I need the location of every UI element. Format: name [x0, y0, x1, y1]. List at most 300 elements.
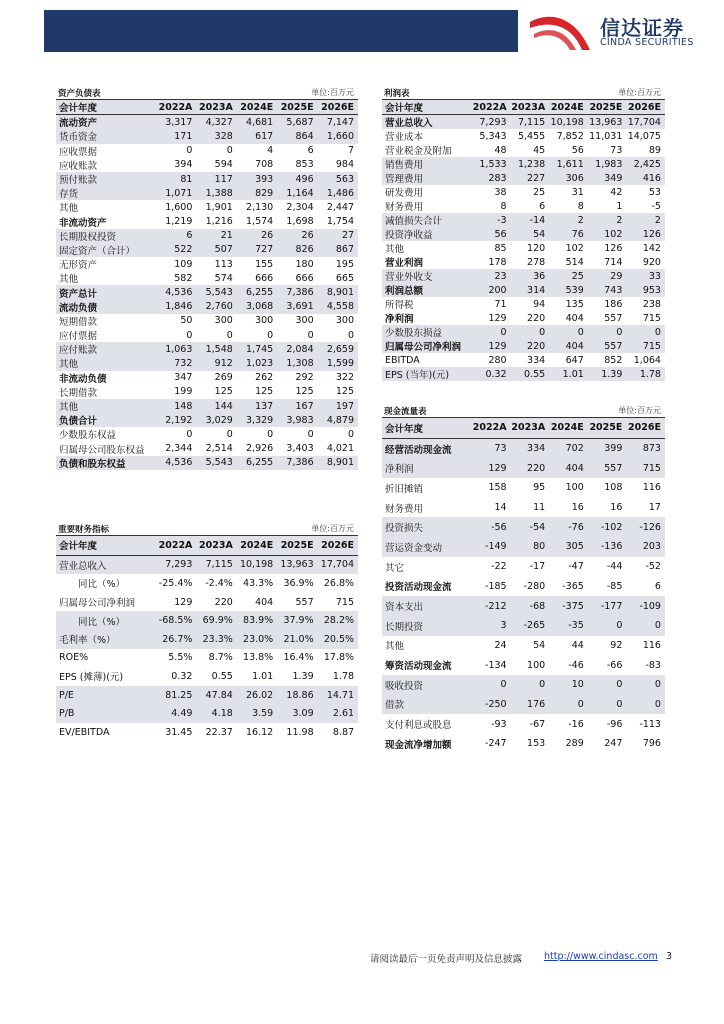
- row-value: 23.3%: [202, 633, 233, 645]
- row-value: 2: [654, 214, 661, 226]
- row-label: 固定资产（合计）: [59, 245, 136, 257]
- table-row: [56, 686, 358, 705]
- row-value: 31: [571, 186, 584, 198]
- row-value: 5.5%: [168, 652, 193, 664]
- row-value: 5,543: [205, 457, 233, 469]
- row-value: 167: [295, 400, 314, 412]
- row-value: 3,403: [286, 443, 314, 455]
- row-value: 1,486: [326, 187, 355, 199]
- row-value: 393: [255, 173, 274, 185]
- row-value: 4.18: [211, 708, 233, 720]
- cash-flow-table: [382, 406, 665, 754]
- row-value: 125: [295, 386, 314, 398]
- row-label: 长期股权投资: [59, 231, 117, 243]
- table-title: 利润表: [384, 89, 410, 99]
- row-value: 539: [565, 284, 584, 296]
- row-label: ROE%: [59, 652, 89, 664]
- table-row: [56, 385, 358, 399]
- row-label: 非流动资产: [59, 217, 107, 229]
- table-row: [382, 367, 665, 381]
- row-value: 2.61: [332, 708, 355, 720]
- row-value: 148: [174, 400, 193, 412]
- row-value: 125: [214, 386, 233, 398]
- table-row: [56, 229, 358, 243]
- table-row: [56, 115, 358, 129]
- row-value: 54: [533, 228, 546, 240]
- row-value: 0: [186, 428, 193, 440]
- table-unit: 单位:百万元: [311, 524, 354, 533]
- row-value: -280: [523, 580, 546, 592]
- row-value: 2,659: [326, 343, 355, 355]
- table-row: [56, 186, 358, 200]
- row-value: -66: [606, 659, 623, 671]
- row-value: 102: [565, 242, 584, 254]
- table-unit: 单位:百万元: [618, 406, 661, 415]
- row-value: 3.09: [292, 708, 314, 720]
- row-value: 582: [174, 272, 193, 284]
- table-row: [56, 556, 358, 575]
- row-value: 1,071: [165, 187, 193, 199]
- table-row: [382, 325, 665, 339]
- row-value: 50: [180, 315, 193, 327]
- row-value: 1,164: [286, 187, 314, 199]
- row-label: 少数股东权益: [59, 430, 117, 442]
- row-label: 短期借款: [59, 316, 98, 328]
- page-number: 3: [666, 951, 673, 962]
- row-value: 220: [527, 462, 546, 474]
- row-value: 6: [539, 200, 546, 212]
- year-header: 2023A: [511, 422, 546, 434]
- table-row: [382, 537, 665, 557]
- table-row: [56, 371, 358, 385]
- row-value: 11: [533, 502, 546, 514]
- row-value: 48: [494, 144, 507, 156]
- row-value: 727: [255, 244, 274, 256]
- row-value: 7,147: [326, 116, 355, 128]
- row-value: 826: [295, 244, 314, 256]
- row-value: 306: [565, 172, 584, 184]
- page-footer: [0, 949, 724, 965]
- table-row: [56, 243, 358, 257]
- table-row: [56, 630, 358, 649]
- table-row: [56, 593, 358, 612]
- row-label: 负债合计: [59, 416, 98, 428]
- row-value: 4,021: [326, 443, 355, 455]
- row-value: 3,317: [165, 116, 193, 128]
- table-row: [56, 300, 358, 314]
- row-value: 873: [642, 443, 661, 455]
- row-value: 1,846: [165, 301, 193, 313]
- row-value: 2,084: [286, 343, 314, 355]
- row-value: 129: [488, 340, 507, 352]
- row-value: -83: [645, 659, 661, 671]
- row-value: 953: [642, 284, 661, 296]
- row-value: 220: [527, 340, 546, 352]
- year-header: 2026E: [628, 422, 661, 434]
- row-label: 同比（%）: [78, 579, 126, 591]
- row-label: 少数股东损益: [385, 328, 443, 339]
- row-value: 0: [577, 326, 584, 338]
- row-value: 109: [174, 258, 193, 270]
- row-value: 180: [295, 258, 314, 270]
- table-row: [382, 498, 665, 518]
- row-label: 现金流净增加额: [385, 739, 452, 751]
- table-title-bar: [382, 88, 665, 100]
- row-label: 其他: [385, 244, 405, 255]
- table-row: [382, 311, 665, 325]
- row-value: 7,115: [205, 559, 233, 571]
- year-header: 2023A: [199, 101, 233, 113]
- row-value: 2,760: [205, 301, 233, 313]
- row-value: 0: [539, 326, 546, 338]
- row-value: 94: [533, 298, 546, 310]
- row-value: -185: [485, 580, 507, 592]
- table-row: [382, 458, 665, 478]
- table-row: [382, 675, 665, 695]
- row-label: 资本支出: [385, 602, 424, 614]
- table-row: [56, 704, 358, 723]
- row-value: 5,343: [479, 130, 507, 142]
- row-value: 3,691: [286, 301, 314, 313]
- row-value: -126: [639, 521, 661, 533]
- row-value: 7: [347, 145, 355, 157]
- row-value: 0: [654, 679, 661, 691]
- table-title-bar: [382, 406, 665, 418]
- row-value: 3,029: [205, 414, 233, 426]
- row-value: 347: [174, 372, 193, 384]
- row-value: 300: [214, 315, 233, 327]
- table-row: [382, 596, 665, 616]
- row-value: 81.25: [165, 689, 193, 701]
- row-value: 0: [616, 679, 623, 691]
- year-header: 2025E: [589, 101, 623, 113]
- row-value: 129: [174, 596, 193, 608]
- row-value: -5: [651, 200, 661, 212]
- row-value: 715: [642, 462, 661, 474]
- row-label: 应收账款: [59, 160, 98, 172]
- row-value: 26.7%: [162, 633, 193, 645]
- row-label: 应付账款: [59, 345, 98, 357]
- year-header: 2024E: [550, 101, 584, 113]
- row-value: 3,329: [246, 414, 274, 426]
- row-value: 176: [527, 698, 546, 710]
- row-value: 6: [307, 145, 314, 157]
- brand-logo: [528, 10, 718, 54]
- year-header: 2025E: [280, 101, 314, 113]
- year-header: 2022A: [472, 422, 507, 434]
- row-value: 300: [335, 315, 355, 327]
- table-row: [56, 215, 358, 229]
- year-header: 2023A: [511, 101, 546, 113]
- column-header-label: 会计年度: [59, 541, 98, 553]
- row-value: 0.32: [171, 670, 193, 682]
- row-value: -35: [568, 620, 584, 632]
- row-value: 0.55: [211, 670, 233, 682]
- row-value: -67: [529, 718, 546, 730]
- table-title-bar: [56, 524, 358, 536]
- row-value: 1,219: [165, 216, 193, 228]
- table-unit: 单位:百万元: [618, 88, 661, 97]
- row-value: 702: [565, 443, 584, 455]
- row-value: 16.12: [246, 726, 274, 738]
- row-value: -68.5%: [158, 615, 193, 627]
- table-row: [382, 157, 665, 171]
- row-value: 300: [255, 315, 274, 327]
- row-label: 投资损失: [385, 523, 424, 535]
- row-value: 399: [604, 443, 623, 455]
- row-value: 10: [571, 679, 584, 691]
- row-value: 14.71: [326, 689, 355, 701]
- row-value: 617: [255, 130, 274, 142]
- row-value: -265: [523, 620, 546, 632]
- row-value: 0: [539, 679, 546, 691]
- row-value: 5,455: [517, 130, 546, 142]
- disclaimer-text: 请阅读最后一页免责声明及信息披露: [370, 954, 523, 965]
- row-value: 1,754: [326, 216, 355, 228]
- table-row: [56, 328, 358, 342]
- row-value: 1,533: [479, 158, 507, 170]
- row-value: -96: [606, 718, 623, 730]
- row-value: 0.32: [485, 368, 507, 380]
- row-value: 708: [255, 159, 274, 171]
- table-row: [382, 695, 665, 715]
- row-value: -76: [568, 521, 584, 533]
- row-value: 666: [295, 272, 314, 284]
- row-value: 11,031: [589, 130, 623, 142]
- row-label: 营业总收入: [59, 560, 107, 572]
- row-value: 6,255: [246, 287, 274, 299]
- row-label: 利润总额: [385, 286, 424, 297]
- year-header: 2026E: [321, 539, 355, 551]
- row-value: -375: [562, 600, 584, 612]
- row-value: 1,064: [633, 354, 661, 366]
- row-value: 0: [186, 329, 193, 341]
- row-value: 38: [494, 186, 507, 198]
- table-row: [382, 185, 665, 199]
- row-value: 0: [500, 326, 507, 338]
- row-value: 4,536: [165, 287, 193, 299]
- row-value: 171: [174, 130, 193, 142]
- row-value: -149: [485, 541, 507, 553]
- row-value: 7,386: [286, 457, 314, 469]
- row-value: 2,425: [633, 158, 661, 170]
- table-row: [382, 115, 665, 129]
- row-value: 574: [214, 272, 233, 284]
- row-value: -52: [645, 561, 661, 573]
- row-value: 557: [295, 596, 314, 608]
- row-value: 13.8%: [243, 652, 274, 664]
- table-unit: 单位:百万元: [311, 88, 354, 97]
- column-header-row: [382, 100, 665, 115]
- row-label: 其他: [59, 359, 79, 371]
- row-value: 47.84: [205, 689, 233, 701]
- row-value: 349: [604, 172, 623, 184]
- row-value: 11.98: [286, 726, 314, 738]
- row-value: 0: [267, 428, 274, 440]
- table-row: [56, 144, 358, 158]
- row-value: -2.4%: [205, 577, 233, 589]
- row-value: 8: [500, 200, 507, 212]
- row-value: 0.55: [524, 368, 546, 380]
- table-row: [56, 200, 358, 214]
- row-value: 2,130: [246, 201, 274, 213]
- header-bar: [44, 10, 518, 52]
- row-value: 85: [494, 242, 507, 254]
- row-value: 404: [565, 312, 584, 324]
- row-value: 220: [214, 596, 233, 608]
- table-row: [382, 255, 665, 269]
- row-value: -247: [485, 738, 507, 750]
- row-label: 负债和股东权益: [59, 458, 126, 470]
- row-label: 营业利润: [385, 258, 424, 269]
- row-value: 0: [307, 428, 314, 440]
- year-header: 2025E: [280, 539, 314, 551]
- row-value: 42: [610, 186, 623, 198]
- row-value: 1.39: [601, 368, 623, 380]
- row-value: -46: [568, 659, 584, 671]
- row-value: 54: [533, 639, 546, 651]
- row-label: 其他: [59, 203, 79, 215]
- row-label: 无形资产: [59, 260, 98, 272]
- year-header: 2024E: [550, 422, 584, 434]
- row-value: 920: [642, 256, 661, 268]
- table-row: [382, 636, 665, 656]
- row-value: 186: [604, 298, 623, 310]
- table-row: [382, 269, 665, 283]
- row-value: 29: [610, 270, 623, 282]
- row-value: 1.78: [639, 368, 661, 380]
- table-row: [56, 257, 358, 271]
- row-value: 81: [180, 173, 193, 185]
- row-value: 25: [533, 186, 546, 198]
- row-label: 资产总计: [59, 288, 98, 300]
- row-value: 647: [565, 354, 584, 366]
- row-value: 113: [214, 258, 233, 270]
- row-value: 0: [186, 145, 193, 157]
- row-value: 126: [642, 228, 661, 240]
- row-value: -250: [485, 698, 507, 710]
- row-value: 24: [494, 639, 507, 651]
- row-value: 1,023: [246, 357, 274, 369]
- row-value: 16.4%: [283, 652, 314, 664]
- row-value: 0: [577, 698, 584, 710]
- row-label: 投资净收益: [385, 230, 433, 241]
- row-label: 其它: [385, 562, 405, 574]
- row-value: 14: [494, 502, 507, 514]
- row-label: 归属母公司净利润: [59, 598, 136, 610]
- row-value: 76: [571, 228, 584, 240]
- row-label: 投资活动现金流: [385, 582, 452, 594]
- financial-ratios-table: [56, 524, 358, 742]
- year-header: 2022A: [158, 539, 193, 551]
- table-row: [56, 271, 358, 285]
- row-value: -136: [600, 541, 623, 553]
- row-value: 1,548: [205, 343, 233, 355]
- row-value: 0: [347, 428, 355, 440]
- row-value: 43.3%: [243, 577, 274, 589]
- row-label: 货币资金: [59, 132, 98, 144]
- row-label: 营业税金及附加: [385, 146, 452, 157]
- row-value: 262: [255, 372, 274, 384]
- row-value: -113: [639, 718, 661, 730]
- row-value: 73: [494, 443, 507, 455]
- row-label: 折旧摊销: [385, 483, 424, 495]
- row-value: 13,963: [280, 559, 314, 571]
- row-label: 毛利率（%）: [59, 635, 116, 647]
- row-value: -177: [600, 600, 623, 612]
- row-value: 0: [654, 620, 661, 632]
- row-value: -16: [568, 718, 584, 730]
- row-value: 300: [295, 315, 314, 327]
- row-value: -54: [529, 521, 546, 533]
- row-label: 支付利息或股息: [385, 720, 452, 732]
- table-row: [56, 314, 358, 328]
- table-row: [382, 283, 665, 297]
- row-value: -56: [491, 521, 507, 533]
- row-value: 100: [527, 659, 546, 671]
- row-value: 16: [610, 502, 623, 514]
- row-value: 715: [335, 596, 355, 608]
- row-value: 200: [488, 284, 507, 296]
- year-header: 2022A: [158, 101, 193, 113]
- row-value: -17: [529, 561, 546, 573]
- row-value: 100: [565, 482, 584, 494]
- row-value: 142: [642, 242, 661, 254]
- column-header-row: [382, 418, 665, 439]
- table-row: [382, 213, 665, 227]
- row-value: 178: [488, 256, 507, 268]
- row-value: 5,543: [205, 287, 233, 299]
- row-value: 7,115: [517, 116, 546, 128]
- table-row: [382, 171, 665, 185]
- row-value: 199: [174, 386, 193, 398]
- row-value: 26.02: [246, 689, 274, 701]
- row-label: 财务费用: [385, 503, 424, 515]
- row-label: 管理费用: [385, 174, 424, 185]
- table-row: [56, 285, 358, 299]
- column-header-row: [56, 100, 358, 115]
- row-value: 1,216: [205, 216, 233, 228]
- row-value: 507: [214, 244, 233, 256]
- row-value: 247: [604, 738, 623, 750]
- row-value: 853: [295, 159, 314, 171]
- row-value: 594: [214, 159, 233, 171]
- row-value: 14,075: [627, 130, 661, 142]
- table-row: [382, 616, 665, 636]
- row-value: 0: [616, 698, 623, 710]
- table-row: [382, 129, 665, 143]
- row-value: 334: [527, 443, 546, 455]
- row-value: 289: [565, 738, 584, 750]
- row-value: 404: [255, 596, 274, 608]
- row-value: 4: [267, 145, 274, 157]
- table-row: [56, 158, 358, 172]
- table-title: 重要财务指标: [58, 525, 110, 535]
- row-value: 1.01: [252, 670, 274, 682]
- table-row: [56, 611, 358, 630]
- brand-name-en: CINDA SECURITIES: [600, 37, 694, 48]
- row-value: 22.37: [205, 726, 233, 738]
- website-link[interactable]: http://www.cindasc.com: [544, 951, 658, 962]
- row-value: 125: [255, 386, 274, 398]
- row-value: 416: [642, 172, 661, 184]
- row-value: 20.5%: [323, 633, 355, 645]
- row-value: 0: [616, 326, 623, 338]
- row-value: 269: [214, 372, 233, 384]
- row-value: 4,558: [326, 301, 355, 313]
- row-value: 10,198: [550, 116, 584, 128]
- row-value: 18.86: [286, 689, 314, 701]
